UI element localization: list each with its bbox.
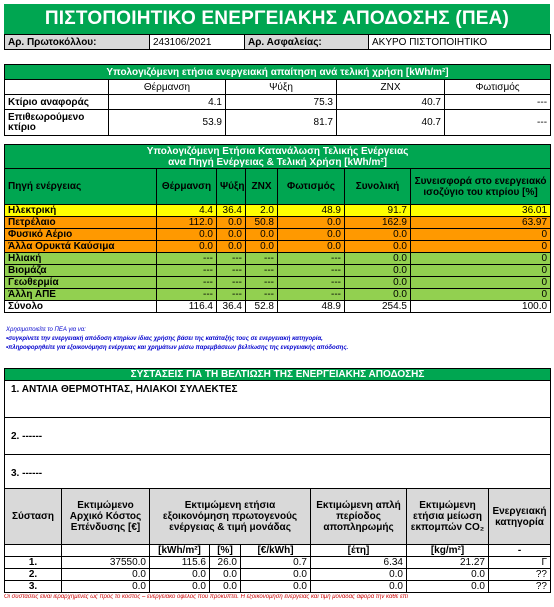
est-kwh: 0.0 (150, 569, 210, 581)
row-heating: --- (157, 277, 217, 289)
total-dhw: 52.8 (246, 301, 278, 313)
est-cost: 37550.0 (62, 557, 150, 569)
row-source: Άλλα Ορυκτά Καύσιμα (5, 241, 157, 253)
est-class: Γ (489, 557, 551, 569)
col-dhw: ΖΝΧ (246, 169, 278, 205)
row-total: 0.0 (345, 289, 411, 301)
demand-value: 53.9 (109, 110, 226, 136)
consumption-row (5, 229, 551, 241)
energy-demand-table (4, 64, 551, 136)
row-cooling: 36.4 (217, 205, 246, 217)
row-cooling: --- (217, 289, 246, 301)
row-lighting: 48.9 (278, 205, 345, 217)
row-dhw: --- (246, 289, 278, 301)
unit-kg: [kg/m²] (407, 545, 489, 557)
row-total: 0.0 (345, 253, 411, 265)
recommendations-table (4, 368, 551, 492)
col-payback: Εκτιμώμενη απλή περίοδος αποπληρωμής (311, 489, 407, 545)
consumption-rows (5, 205, 551, 301)
est-cost: 0.0 (62, 569, 150, 581)
certificate-title: ΠΙΣΤΟΠΟΙΗΤΙΚΟ ΕΝΕΡΓΕΙΑΚΗΣ ΑΠΟΔΟΣΗΣ (ΠΕΑ) (4, 4, 550, 34)
total-heating: 116.4 (157, 301, 217, 313)
col-total: Συνολική (345, 169, 411, 205)
est-kwh: 0.0 (150, 581, 210, 593)
row-dhw: --- (246, 265, 278, 277)
est-years: 0.0 (311, 581, 407, 593)
est-rec-number: 2. (5, 569, 62, 581)
row-lighting: --- (278, 253, 345, 265)
consumption-row (5, 265, 551, 277)
col-recommendation: Σύσταση (5, 489, 62, 545)
col-energy-saving: Εκτιμώμενη ετήσια εξοικονόμηση πρωτογενούς ενέργειας & τιμή μονάδας (150, 489, 311, 545)
col-cooling: Ψύξη (217, 169, 246, 205)
row-dhw: 0.0 (246, 229, 278, 241)
row-share: 0 (411, 289, 551, 301)
consumption-header-line2: ανα Πηγή Ενέργειας & Τελική Χρήση [kWh/m²] (168, 156, 387, 168)
unit-kwh: [kWh/m²] (150, 545, 210, 557)
footnote: Οι συστάσεις είναι ιεραρχημένες ως προς το κόστος – ενεργειακό όφελος που προκύπτει. Η εξοικονόμηση ενέργειας και τιμή μονάδας αφορά την κάθε επί (4, 594, 408, 600)
row-heating: --- (157, 253, 217, 265)
total-total: 254.5 (345, 301, 411, 313)
protocol-label: Αρ. Πρωτοκόλλου: (5, 35, 150, 50)
row-share: 0 (411, 253, 551, 265)
unit-years: [έτη] (311, 545, 407, 557)
demand-value: 40.7 (337, 95, 445, 110)
col-share: Συνεισφορά στο ενεργειακό ισοζύγιο του κτιρίου [%] (411, 169, 551, 205)
est-pct: 26.0 (210, 557, 241, 569)
recommendation-item: 2. ------ (5, 418, 551, 455)
notes-line: •πληροφορηθείτε για εξοικονόμηση ενέργειας και χρημάτων μέσω παρεμβάσεων βελτίωσης της ενεργειακής απόδοσης. (6, 345, 349, 351)
usage-notes (6, 326, 550, 353)
total-lighting: 48.9 (278, 301, 345, 313)
est-eur: 0.0 (241, 581, 311, 593)
est-kg: 0.0 (407, 569, 489, 581)
row-lighting: 0.0 (278, 229, 345, 241)
row-heating: --- (157, 265, 217, 277)
est-years: 6.34 (311, 557, 407, 569)
demand-value: 4.1 (109, 95, 226, 110)
row-total: 162.9 (345, 217, 411, 229)
demand-header: Υπολογιζόμενη ετήσια ενεργειακή απαίτηση ανά τελική χρήση [kWh/m²] (5, 65, 551, 80)
consumption-header-line1: Υπολογιζόμενη Ετήσια Κατανάλωση Τελικής Ενέργειας (146, 145, 409, 157)
recommendations-header: ΣΥΣΤΑΣΕΙΣ ΓΙΑ ΤΗ ΒΕΛΤΙΩΣΗ ΤΗΣ ΕΝΕΡΓΕΙΑΚΗΣ ΑΠΟΔΟΣΗΣ (5, 369, 551, 381)
est-pct: 0.0 (210, 581, 241, 593)
demand-col-cooling: Ψύξη (226, 80, 337, 95)
row-heating: 112.0 (157, 217, 217, 229)
est-eur: 0.0 (241, 569, 311, 581)
row-share: 0 (411, 229, 551, 241)
unit-dash: - (489, 545, 551, 557)
consumption-row (5, 217, 551, 229)
row-share: 36.01 (411, 205, 551, 217)
consumption-row (5, 277, 551, 289)
row-source: Πετρέλαιο (5, 217, 157, 229)
insurance-number: ΑΚΥΡΟ ΠΙΣΤΟΠΟΙΗΤΙΚΟ (369, 35, 551, 50)
row-dhw: 50.8 (246, 217, 278, 229)
row-source: Βιομάζα (5, 265, 157, 277)
consumption-row (5, 205, 551, 217)
unit-eur-kwh: [€/kWh] (241, 545, 311, 557)
est-cost: 0.0 (62, 581, 150, 593)
row-dhw: 2.0 (246, 205, 278, 217)
row-total: 0.0 (345, 229, 411, 241)
protocol-number: 243106/2021 (150, 35, 245, 50)
demand-row-label: Επιθεωρούμενο κτίριο (5, 110, 109, 136)
row-source: Ηλεκτρική (5, 205, 157, 217)
col-investment-cost: Εκτιμώμενο Αρχικό Κόστος Επένδυσης [€] (62, 489, 150, 545)
row-dhw: --- (246, 277, 278, 289)
demand-col-heating: Θέρμανση (109, 80, 226, 95)
row-heating: 0.0 (157, 241, 217, 253)
row-share: 0 (411, 277, 551, 289)
est-class: ?? (489, 569, 551, 581)
estimates-rows (5, 557, 551, 593)
row-source: Γεωθερμία (5, 277, 157, 289)
consumption-header (5, 145, 551, 169)
row-dhw: 0.0 (246, 241, 278, 253)
col-energy-source: Πηγή ενέργειας (5, 169, 157, 205)
row-cooling: --- (217, 277, 246, 289)
est-kg: 21.27 (407, 557, 489, 569)
col-co2: Εκτιμώμενη ετήσια μείωση εκπομπών CO₂ (407, 489, 489, 545)
est-pct: 0.0 (210, 569, 241, 581)
est-years: 0.0 (311, 569, 407, 581)
row-source: Ηλιακή (5, 253, 157, 265)
notes-line: •συγκρίνετε την ενεργειακή απόδοση κτηρίων ίδιας χρήσης βάσει της κατάταξής τους σε ενεργειακή κατηγορία, (6, 336, 323, 342)
row-heating: 0.0 (157, 229, 217, 241)
est-eur: 0.7 (241, 557, 311, 569)
demand-corner (5, 80, 109, 95)
row-total: 0.0 (345, 277, 411, 289)
unit-blank (5, 545, 62, 557)
consumption-row (5, 289, 551, 301)
est-class: ?? (489, 581, 551, 593)
estimate-row (5, 557, 551, 569)
consumption-row (5, 241, 551, 253)
est-rec-number: 1. (5, 557, 62, 569)
estimate-row (5, 581, 551, 593)
demand-value: 75.3 (226, 95, 337, 110)
unit-blank (62, 545, 150, 557)
row-heating: --- (157, 289, 217, 301)
estimates-table (4, 488, 551, 593)
row-source: Άλλη ΑΠΕ (5, 289, 157, 301)
unit-percent: [%] (210, 545, 241, 557)
row-heating: 4.4 (157, 205, 217, 217)
energy-consumption-table (4, 144, 551, 313)
total-row-label: Σύνολο (5, 301, 157, 313)
row-share: 63.97 (411, 217, 551, 229)
row-cooling: 0.0 (217, 241, 246, 253)
recommendation-item: 1. ΑΝΤΛΙΑ ΘΕΡΜΟΤΗΤΑΣ, ΗΛΙΑΚΟΙ ΣΥΛΛΕΚΤΕΣ (5, 381, 551, 418)
protocol-table (4, 34, 551, 50)
row-lighting: 0.0 (278, 217, 345, 229)
row-share: 0 (411, 265, 551, 277)
row-total: 0.0 (345, 265, 411, 277)
demand-row-label: Κτίριο αναφοράς (5, 95, 109, 110)
row-cooling: 0.0 (217, 229, 246, 241)
consumption-row (5, 253, 551, 265)
row-cooling: 0.0 (217, 217, 246, 229)
col-energy-class: Ενεργειακή κατηγορία (489, 489, 551, 545)
insurance-label: Αρ. Ασφαλείας: (245, 35, 369, 50)
total-share: 100.0 (411, 301, 551, 313)
demand-col-dhw: ΖΝΧ (337, 80, 445, 95)
row-lighting: --- (278, 277, 345, 289)
total-cooling: 36.4 (217, 301, 246, 313)
demand-value: 81.7 (226, 110, 337, 136)
row-source: Φυσικό Αέριο (5, 229, 157, 241)
row-lighting: 0.0 (278, 241, 345, 253)
est-rec-number: 3. (5, 581, 62, 593)
demand-value: 40.7 (337, 110, 445, 136)
demand-value: --- (445, 95, 551, 110)
row-dhw: --- (246, 253, 278, 265)
recommendation-item: 3. ------ (5, 455, 551, 492)
est-kwh: 115.6 (150, 557, 210, 569)
row-total: 0.0 (345, 241, 411, 253)
notes-line: Χρησιμοποιείτε το ΠΕΑ για να: (6, 327, 86, 333)
demand-col-lighting: Φωτισμός (445, 80, 551, 95)
estimate-row (5, 569, 551, 581)
row-lighting: --- (278, 265, 345, 277)
row-lighting: --- (278, 289, 345, 301)
row-cooling: --- (217, 265, 246, 277)
row-share: 0 (411, 241, 551, 253)
est-kg: 0.0 (407, 581, 489, 593)
col-lighting: Φωτισμός (278, 169, 345, 205)
row-cooling: --- (217, 253, 246, 265)
col-heating: Θέρμανση (157, 169, 217, 205)
row-total: 91.7 (345, 205, 411, 217)
demand-value: --- (445, 110, 551, 136)
